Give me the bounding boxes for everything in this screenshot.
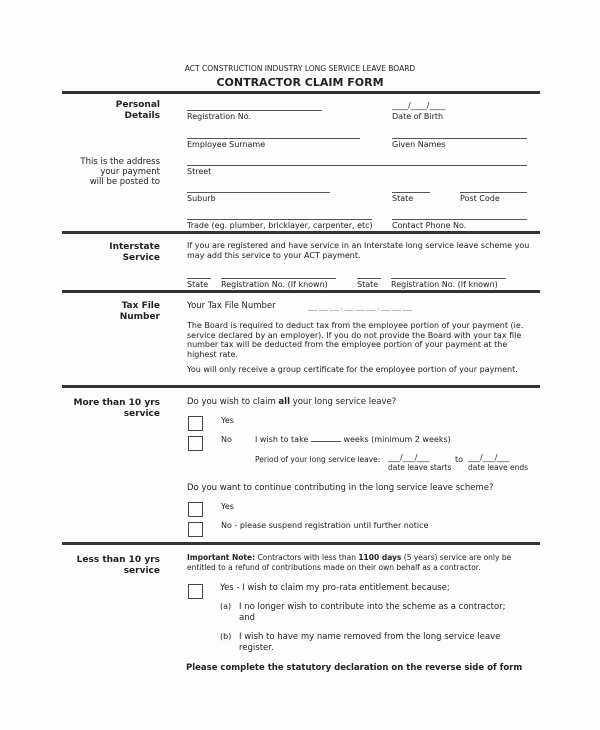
- item-b-mark: (b): [220, 632, 232, 641]
- address-note: This is the address your payment will be posted to: [80, 157, 160, 187]
- divider: [62, 91, 540, 94]
- given-names-field[interactable]: [392, 138, 527, 139]
- weeks-text: I wish to take weeks (minimum 2 weeks): [255, 435, 451, 444]
- postcode-field[interactable]: [460, 192, 527, 193]
- item-b-text: I wish to have my name removed from the long service leave: [239, 632, 501, 642]
- given-names-label: Given Names: [392, 140, 446, 149]
- street-label: Street: [187, 167, 212, 176]
- suburb-field[interactable]: [187, 192, 330, 193]
- surname-field[interactable]: [187, 138, 360, 139]
- interstate-state-field-1[interactable]: [187, 278, 211, 279]
- section-label-personal: Personal Details: [115, 100, 160, 121]
- question-continue: Do you want to continue contributing in the long service leave scheme?: [187, 483, 494, 493]
- important-note-2: entitled to a refund of contributions made on their own behalf as a contractor.: [187, 563, 481, 572]
- end-date-field[interactable]: ___/___/___: [468, 453, 510, 462]
- divider: [62, 542, 540, 545]
- start-date-label: date leave starts: [388, 463, 452, 472]
- board-name: ACT CONSTRUCTION INDUSTRY LONG SERVICE LEAVE BOARD: [184, 64, 416, 73]
- state-label: State: [392, 194, 414, 203]
- no-suspend-label: No - please suspend registration until further notice: [221, 521, 429, 530]
- start-date-field[interactable]: ___/___/___: [388, 453, 430, 462]
- tax-paragraph: The Board is required to deduct tax from the employee portion of your payment (ie. service declared by an employer). If you do not provide the Board with your tax file number tax will be deducted from the employee portion of your payment at the highest rate.: [187, 321, 524, 359]
- interstate-text: If you are registered and have service in an Interstate long service leave scheme you: [187, 241, 530, 250]
- divider: [62, 290, 540, 293]
- divider: [62, 385, 540, 388]
- footer-instruction: Please complete the statutory declaration on the reverse side of form: [186, 663, 523, 673]
- divider: [62, 231, 540, 234]
- tfn-field[interactable]: ___ ___ ___ , ___ ___ ___ , ___ ___ ___: [308, 304, 412, 311]
- dob-field[interactable]: ____/____/____: [392, 101, 446, 110]
- section-label-more-10: More than 10 yrs service: [73, 398, 160, 419]
- form-title: CONTRACTOR CLAIM FORM: [216, 76, 384, 89]
- street-field[interactable]: [187, 165, 527, 166]
- state-label: State: [187, 280, 209, 289]
- weeks-field[interactable]: [311, 441, 341, 442]
- section-label-tax: Tax File Number: [119, 301, 160, 322]
- checkbox-pro-rata[interactable]: [188, 584, 203, 599]
- reg-label: Registration No. (If known): [221, 280, 328, 289]
- yes-label: Yes: [221, 416, 234, 425]
- checkbox-yes-claim[interactable]: [188, 416, 203, 431]
- checkbox-yes-continue[interactable]: [188, 502, 203, 517]
- period-label: Period of your long service leave:: [255, 455, 381, 464]
- end-date-label: date leave ends: [468, 463, 529, 472]
- registration-label: Registration No.: [187, 112, 252, 121]
- tfn-label: Your Tax File Number: [187, 301, 276, 311]
- phone-field[interactable]: [392, 219, 527, 220]
- no-label: No: [221, 435, 232, 444]
- item-b-text-2: register.: [239, 643, 274, 653]
- state-field[interactable]: [392, 192, 430, 193]
- item-a-mark: (a): [220, 602, 232, 611]
- pro-rata-label: Yes - I wish to claim my pro-rata entitlement because;: [220, 583, 450, 593]
- postcode-label: Post Code: [460, 194, 500, 203]
- reg-label: Registration No. (If known): [391, 280, 498, 289]
- checkbox-no-claim[interactable]: [188, 436, 203, 451]
- section-label-less-10: Less than 10 yrs service: [76, 555, 160, 576]
- interstate-text: may add this service to your ACT payment.: [187, 251, 361, 260]
- tax-note: You will only receive a group certificate for the employee portion of your payment.: [187, 365, 518, 374]
- trade-field[interactable]: [187, 219, 372, 220]
- suburb-label: Suburb: [187, 194, 216, 203]
- registration-field[interactable]: [187, 110, 322, 111]
- interstate-state-field-2[interactable]: [357, 278, 381, 279]
- surname-label: Employee Surname: [187, 140, 266, 149]
- section-label-interstate: Interstate Service: [109, 242, 160, 263]
- question-claim-all: Do you wish to claim all your long service leave?: [187, 397, 397, 407]
- interstate-reg-field-1[interactable]: [221, 278, 336, 279]
- trade-label: Trade (eg. plumber, bricklayer, carpenter, etc): [187, 221, 373, 230]
- phone-label: Contact Phone No.: [392, 221, 467, 230]
- item-a-and: and: [239, 613, 255, 623]
- checkbox-no-continue[interactable]: [188, 522, 203, 537]
- state-label: State: [357, 280, 379, 289]
- dob-label: Date of Birth: [392, 112, 444, 121]
- important-note: Important Note: Contractors with less than 1100 days (5 years) service are only be: [187, 553, 512, 562]
- item-a-text: I no longer wish to contribute into the scheme as a contractor;: [239, 602, 506, 612]
- yes-label: Yes: [221, 502, 234, 511]
- to-label: to: [455, 455, 464, 464]
- interstate-reg-field-2[interactable]: [391, 278, 506, 279]
